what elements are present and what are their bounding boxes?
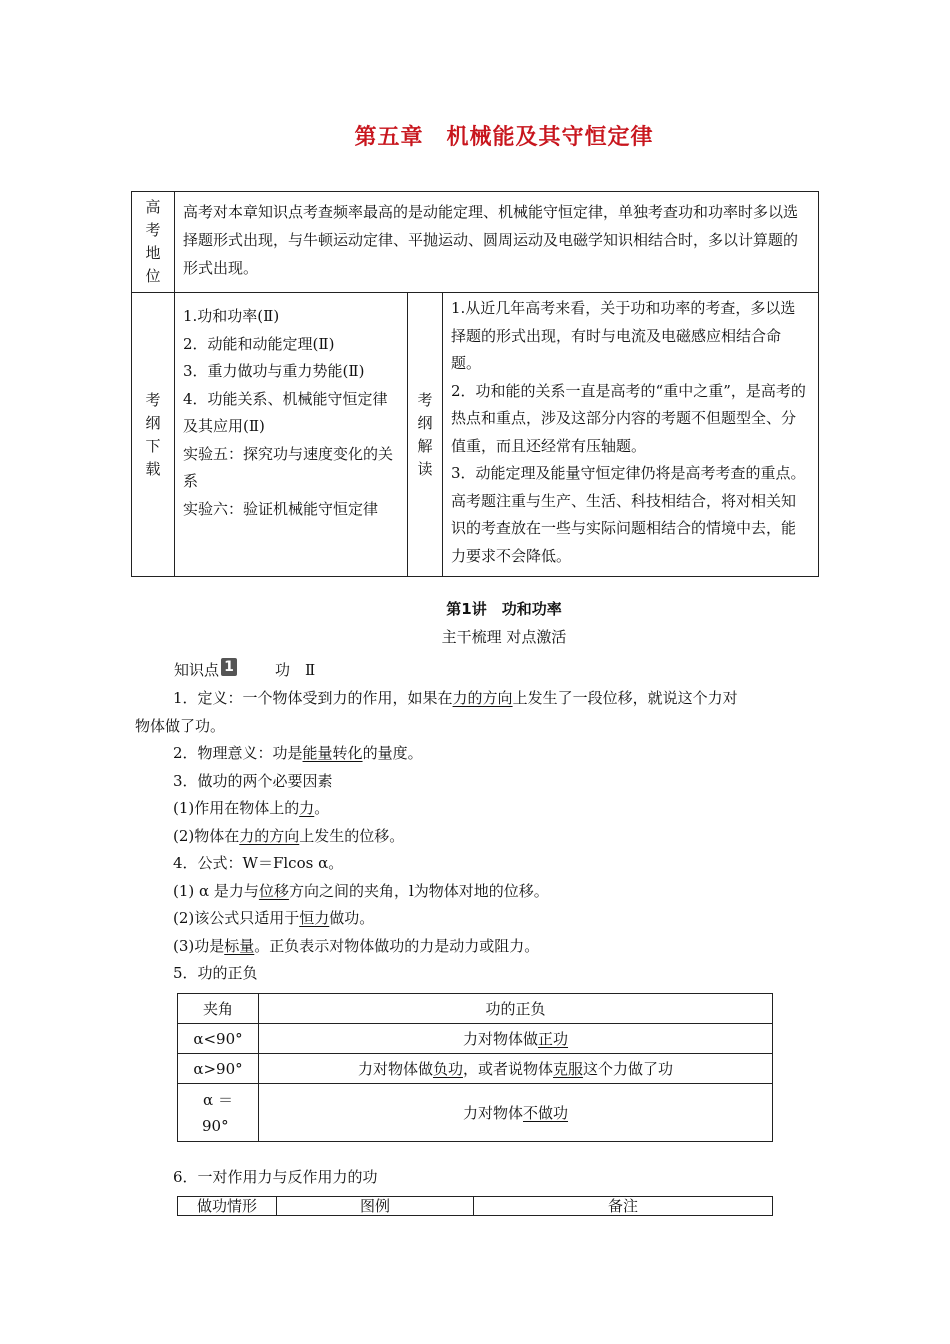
syllabus-table <box>131 191 819 577</box>
formula-note-2: (2)该公式只适用于恒力做功。 <box>173 909 375 927</box>
formula-line: 4．公式：W＝Flcos α。 <box>173 854 344 872</box>
outline-item: 4．功能关系、机械能守恒定律及其应用(Ⅱ) <box>183 389 388 435</box>
kp-number-badge: 1 <box>221 658 237 676</box>
knowledge-point-heading <box>174 659 315 680</box>
outline-item: 实验五：探究功与速度变化的关系 <box>183 444 394 490</box>
factor-2: (2)物体在力的方向上发生的位移。 <box>173 827 405 845</box>
outline-item: 3．重力做功与重力势能(Ⅱ) <box>183 362 365 380</box>
outline-item: 2．动能和动能定理(Ⅱ) <box>183 334 335 353</box>
interpret-item: 3．动能定理及能量守恒定律仍将是高考考查的重点。高考题注重与生产、生活、科技相结合，将对相关知识的考查放在一些与实际问题相结合的情境中去，能力要求不会降低。 <box>451 464 806 565</box>
interpret-list <box>443 293 819 577</box>
kp-label: 知识点 <box>174 661 220 679</box>
factor-1: (1)作用在物体上的力。 <box>173 799 330 817</box>
interpret-item: 2．功和能的关系一直是高考的“重中之重”，是高考的热点和重点，涉及这部分内容的考题不但题型全、分值重，而且还经常有压轴题。 <box>451 381 806 455</box>
kp-title: 功 Ⅱ <box>275 661 316 679</box>
lesson-title: 第1讲 功和功率 <box>446 600 562 618</box>
outline-item: 实验六：验证机械能守恒定律 <box>183 499 379 518</box>
table-header: 备注 <box>474 1197 773 1216</box>
table-header: 夹角 <box>178 994 259 1024</box>
exam-position-text: 高考对本章知识点考查频率最高的是动能定理、机械能守恒定律，单独考查功和功率时多以选择题形式出现，与牛顿运动定律、平抛运动、圆周运动及电磁学知识相结合时，多以计算题的形式出现。 <box>175 192 819 293</box>
outline-label: 考 纲 下 载 <box>132 293 175 577</box>
definition-line-cont: 物体做了功。 <box>135 717 226 735</box>
table-header: 图例 <box>277 1197 474 1216</box>
formula-note-1: (1) α 是力与位移方向之间的夹角，l为物体对地的位移。 <box>173 882 549 900</box>
interpret-label: 考 纲 解 读 <box>408 293 443 577</box>
table-row: α ＝ 90° 力对物体不做功 <box>178 1084 773 1142</box>
exam-position-label: 高 考 地 位 <box>132 192 175 293</box>
section-subtitle: 主干梳理 对点激活 <box>441 628 567 646</box>
formula-note-3: (3)功是标量。正负表示对物体做功的力是动力或阻力。 <box>173 937 540 955</box>
table-header: 功的正负 <box>259 994 773 1024</box>
table-row: α<90° 力对物体做正功 <box>178 1024 773 1054</box>
interpret-item: 1.从近几年高考来看，关于功和功率的考查，多以选择题的形式出现，有时与电流及电磁感应相结合命题。 <box>451 299 796 372</box>
chapter-title: 第五章 机械能及其守恒定律 <box>354 125 654 150</box>
definition-line: 1．定义：一个物体受到力的作用，如果在力的方向上发生了一段位移，就说这个力对 <box>173 689 738 707</box>
table-row: α>90° 力对物体做负功，或者说物体克服这个力做了功 <box>178 1054 773 1084</box>
pair-forces-table <box>177 1196 773 1216</box>
pair-forces-heading: 6．一对作用力与反作用力的功 <box>173 1168 378 1186</box>
physical-meaning-line: 2．物理意义：功是能量转化的量度。 <box>173 744 423 762</box>
factors-heading: 3．做功的两个必要因素 <box>173 772 333 790</box>
work-sign-heading: 5．功的正负 <box>173 964 258 982</box>
outline-item: 1.功和功率(Ⅱ) <box>183 307 280 325</box>
outline-list <box>175 293 408 577</box>
table-header: 做功情形 <box>178 1197 277 1216</box>
work-sign-table <box>177 993 773 1142</box>
